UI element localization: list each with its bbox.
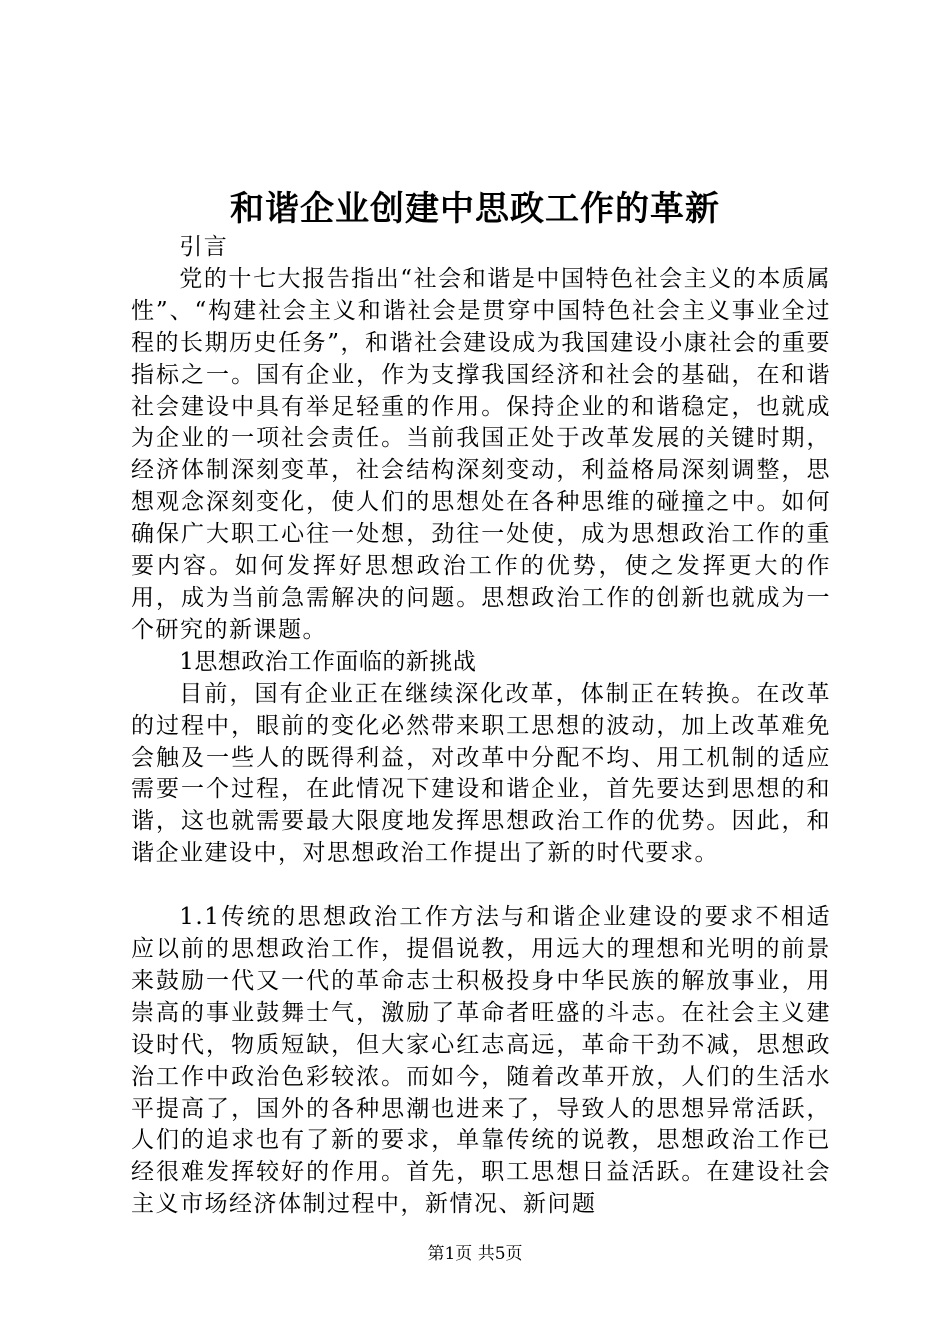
document-title: 和谐企业创建中思政工作的革新 — [230, 189, 720, 229]
intro-heading: 引言 — [179, 234, 229, 260]
intro-paragraph: 党的十七大报告指出“社会和谐是中国特色社会主义的本质属性”、“构建社会主义和谐社会是贯穿中国特色社会主义事业全过程的长期历史任务”，和谐社会建设成为我国建设小康社会的重要指标之一。国有企业，作为支撑我国经济和社会的基础，在和谐社会建设中具有举足轻重的作用。保持企业的和谐稳定，也就成为企业的一项社会责任。当前我国正处于改革发展的关键时期，经济体制深刻变革，社会结构深刻变动，利益格局深刻调整，思想观念深刻变化，使人们的思想处在各种思维的碰撞之中。如何确保广大职工心往一处想，劲往一处使，成为思想政治工作的重要内容。如何发挥好思想政治工作的优势，使之发挥更大的作用，成为当前急需解决的问题。思想政治工作的创新也就成为一个研究的新课题。 — [131, 265, 831, 643]
section-1-heading: 1思想政治工作面临的新挑战 — [179, 648, 477, 675]
section-1-paragraph: 目前，国有企业正在继续深化改革，体制正在转换。在改革的过程中，眼前的变化必然带来职工思想的波动，加上改革难免会触及一些人的既得利益，对改革中分配不均、用工机制的适应需要一个过程，在此情况下建设和谐企业，首先要达到思想的和谐，这也就需要最大限度地发挥思想政治工作的优势。因此，和谐企业建设中，对思想政治工作提出了新的时代要求。 — [131, 680, 831, 867]
section-1-1-paragraph: 1.1传统的思想政治工作方法与和谐企业建设的要求不相适应以前的思想政治工作，提倡说教，用远大的理想和光明的前景来鼓励一代又一代的革命志士积极投身中华民族的解放事业，用崇高的事业鼓舞士气，激励了革命者旺盛的斗志。在社会主义建设时代，物质短缺，但大家心红志高远，革命干劲不减，思想政治工作中政治色彩较浓。而如今，随着改革开放，人们的生活水平提高了，国外的各种思潮也进来了，导致人的思想异常活跃，人们的追求也有了新的要求，单靠传统的说教，思想政治工作已经很难发挥较好的作用。首先，职工思想日益活跃。在建设社会主义市场经济体制过程中，新情况、新问题 — [131, 904, 831, 1218]
page-footer: 第1页 共5页 — [427, 1244, 523, 1264]
paragraph-spacer — [131, 870, 831, 902]
document-body — [131, 232, 831, 1221]
